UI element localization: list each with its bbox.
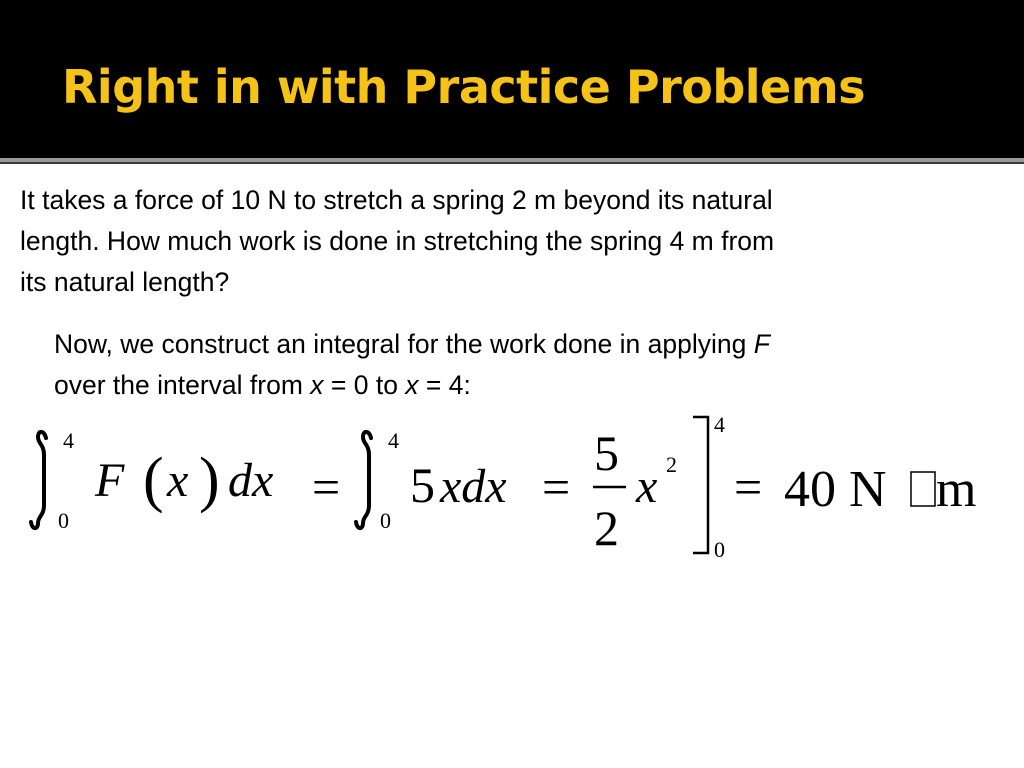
unit-m: m [936, 461, 977, 518]
fraction-denominator: 2 [594, 500, 619, 556]
integral-1-lower-limit: 0 [58, 508, 69, 533]
force-variable: F [753, 329, 770, 359]
exponent-2: 2 [666, 452, 677, 477]
problem-statement [20, 180, 1010, 303]
problem-line-2: length. How much work is done in stretching the spring 4 m from [20, 226, 775, 256]
equals-sign-3: = [734, 459, 763, 515]
sub-line-2-c: = 4: [418, 370, 471, 400]
sub-line-1-text: Now, we construct an integral for the work done in applying [54, 329, 754, 359]
problem-line-1: It takes a force of 10 N to stretch a spring 2 m beyond its natural [20, 185, 773, 215]
integral-sign-icon [31, 432, 46, 528]
x-variable-1: x [310, 370, 324, 400]
fraction-numerator: 5 [594, 425, 619, 481]
evaluation-bracket [693, 417, 708, 553]
integral-sign-icon [356, 432, 371, 528]
coefficient-5: 5 [410, 457, 435, 513]
variable-x: x [636, 460, 658, 513]
paren-left: ( [143, 446, 164, 514]
integral-1-upper-limit: 4 [63, 428, 74, 453]
work-integral-equation [0, 400, 1024, 575]
sub-explanation [54, 324, 1014, 406]
result-value: 40 N [784, 461, 887, 518]
sub-line-1 [54, 324, 1014, 365]
sub-line-2-a: over the interval from [54, 370, 311, 400]
problem-line-3: its natural length? [20, 267, 230, 297]
function-F: F [95, 454, 125, 507]
evaluation-lower-limit: 0 [714, 537, 725, 562]
integral-2-upper-limit: 4 [388, 428, 399, 453]
paren-right: ) [199, 446, 220, 514]
missing-glyph-box-icon [911, 472, 935, 506]
x-variable-2: x [405, 370, 419, 400]
function-arg-x: x [167, 454, 189, 507]
differential-dx-1: dx [228, 454, 274, 507]
integral-2-lower-limit: 0 [380, 508, 391, 533]
header-divider-shadow [0, 162, 1024, 164]
equals-sign-1: = [312, 459, 341, 515]
evaluation-upper-limit: 4 [714, 412, 725, 437]
title-bar [0, 0, 1024, 158]
integrand-xdx: xdx [440, 460, 507, 513]
slide-title: Right in with Practice Problems [62, 60, 866, 114]
equals-sign-2: = [542, 459, 571, 515]
sub-line-2-b: = 0 to [323, 370, 406, 400]
